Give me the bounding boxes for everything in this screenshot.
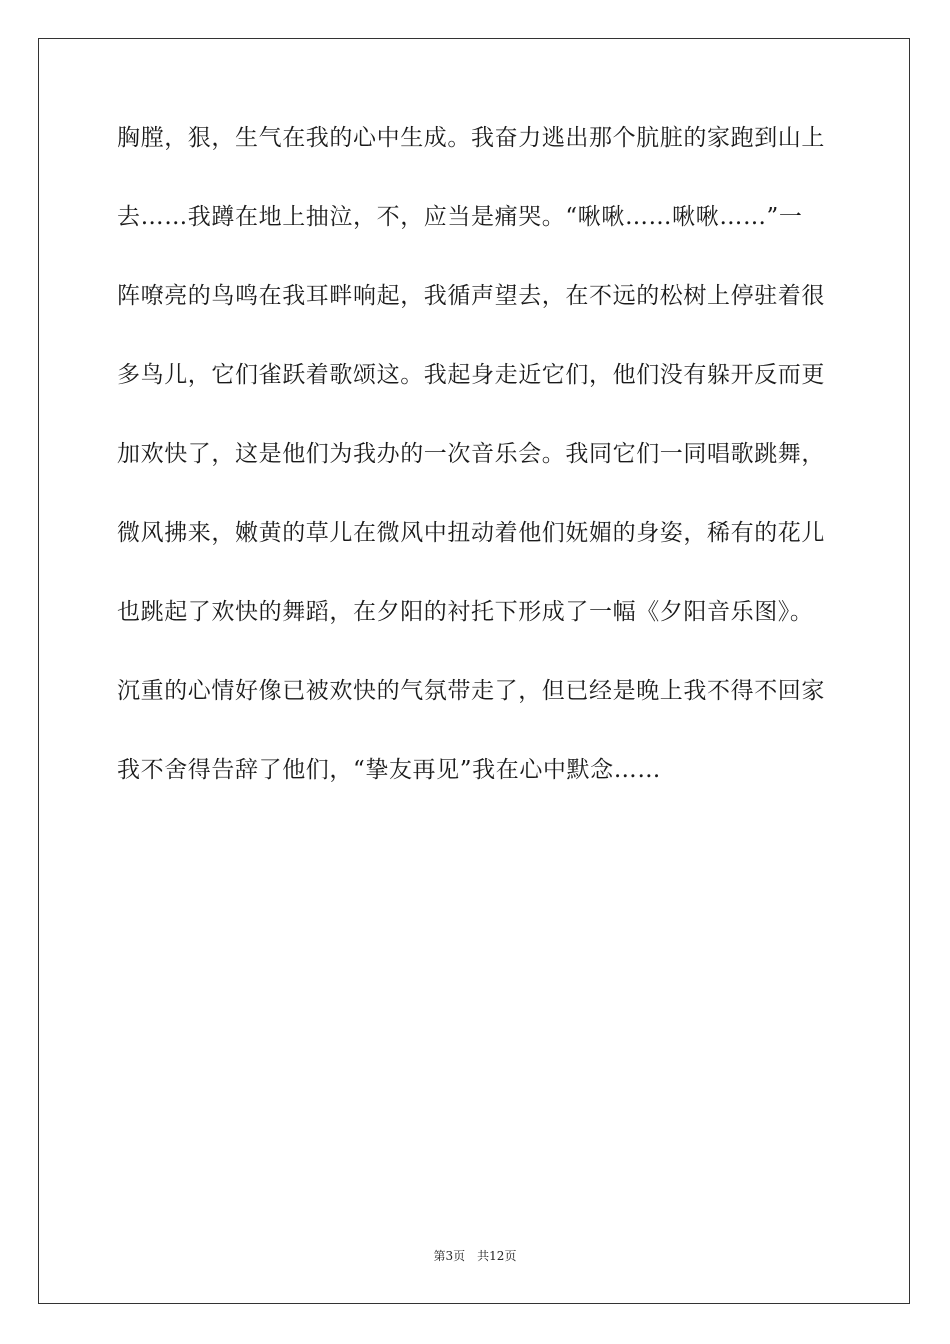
text-line: 去……我蹲在地上抽泣，不，应当是痛哭。“啾啾……啾啾……”一 [117, 204, 803, 230]
page-number: 第3页 [433, 1249, 466, 1263]
text-line: 微风拂来，嫩黄的草儿在微风中扭动着他们妩媚的身姿，稀有的花儿 [117, 520, 825, 546]
text-line: 也跳起了欢快的舞蹈，在夕阳的衬托下形成了一幅《夕阳音乐图》。 [117, 599, 814, 625]
text-line: 我不舍得告辞了他们，“挚友再见”我在心中默念…… [117, 757, 661, 783]
text-line: 多鸟儿，它们雀跃着歌颂这。我起身走近它们，他们没有躲开反而更 [117, 362, 825, 388]
text-line: 胸膛，狠，生气在我的心中生成。我奋力逃出那个肮脏的家跑到山上 [117, 125, 825, 151]
page-total: 共12页 [477, 1249, 517, 1263]
text-line: 沉重的心情好像已被欢快的气氛带走了，但已经是晚上我不得不回家 [117, 678, 825, 704]
text-line: 加欢快了，这是他们为我办的一次音乐会。我同它们一同唱歌跳舞， [117, 441, 825, 467]
document-body [117, 120, 837, 831]
page-footer [0, 1248, 950, 1264]
text-line: 阵嘹亮的鸟鸣在我耳畔响起，我循声望去，在不远的松树上停驻着很 [117, 283, 825, 309]
